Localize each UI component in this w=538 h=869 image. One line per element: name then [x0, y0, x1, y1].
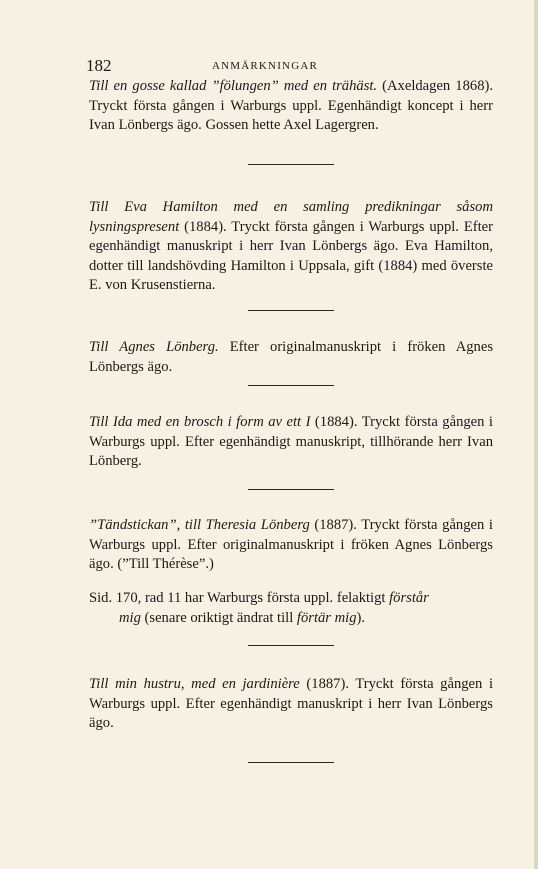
entry-text: (1884). Tryckt första gången i Warburgs uppl. Efter egenhändigt manuskript i herr Ivan Lönbergs ägo. Eva Hamilton, dotter till landshövding Hamilton i Uppsala, gift (1884) med överste E. von Krusenstierna. — [89, 218, 493, 294]
entry-folungen — [89, 77, 493, 136]
note-text: (senare oriktigt ändrat till — [140, 609, 297, 626]
footnote — [89, 589, 493, 628]
entry-text: Efter originalmanuskript i fröken Agnes Lönbergs ägo. — [89, 339, 494, 375]
entry-title: ”Tändstickan”, till Theresia Lönberg — [89, 517, 310, 533]
entry-jardiniere — [89, 675, 493, 734]
note-word: förstår — [389, 590, 429, 606]
entry-text: (Axeldagen 1868). Tryckt första gången i Warburgs uppl. Egenhändigt koncept i herr Ivan Lönbergs ägo. Gossen hette Axel Lagergren. — [89, 78, 493, 134]
entry-eva-hamilton — [89, 198, 493, 296]
note-continuation — [89, 609, 493, 629]
entry-title: Till Agnes Lönberg. — [89, 339, 219, 355]
entry-tandstickan — [89, 516, 493, 575]
note-text: Sid. 170, rad 11 har Warburgs första uppl. felaktigt — [89, 590, 390, 606]
entry-title: Till en gosse kallad ”fölungen” med en trähäst. — [89, 78, 378, 94]
separator-rule — [248, 489, 334, 490]
running-title: ANMÄRKNINGAR — [211, 60, 319, 72]
entry-agnes-lonberg — [89, 338, 493, 377]
entry-title: Till min hustru, med en jardinière — [89, 676, 300, 692]
entry-ida — [89, 413, 493, 472]
entry-text: (1887). Tryckt första gången i Warburgs uppl. Efter originalmanuskript i fröken Agnes Lönbergs ägo. (”Till Thérèse”.) — [89, 517, 493, 573]
separator-rule — [248, 385, 334, 386]
separator-rule — [248, 310, 334, 311]
note-word: mig — [119, 609, 141, 626]
entry-text: (1884). Tryckt första gången i Warburgs uppl. Efter egenhändigt manuskript, tillhörande herr Ivan Lönberg. — [89, 414, 493, 470]
note-word: förtär mig — [296, 609, 357, 626]
entry-title: Till Ida med en brosch i form av ett I — [89, 414, 311, 430]
separator-rule — [248, 762, 334, 763]
entry-text: (1887). Tryckt första gången i Warburgs uppl. Efter egenhändigt manuskript i herr Ivan Lönbergs ägo. — [89, 676, 493, 732]
separator-rule — [248, 164, 334, 165]
note-text: ). — [356, 609, 366, 626]
separator-rule — [248, 645, 334, 646]
page-edge-shadow — [534, 0, 538, 869]
page-number: 182 — [86, 56, 112, 75]
entry-title: Till Eva Hamilton med en samling predikningar såsom lysningspresent — [89, 199, 493, 235]
